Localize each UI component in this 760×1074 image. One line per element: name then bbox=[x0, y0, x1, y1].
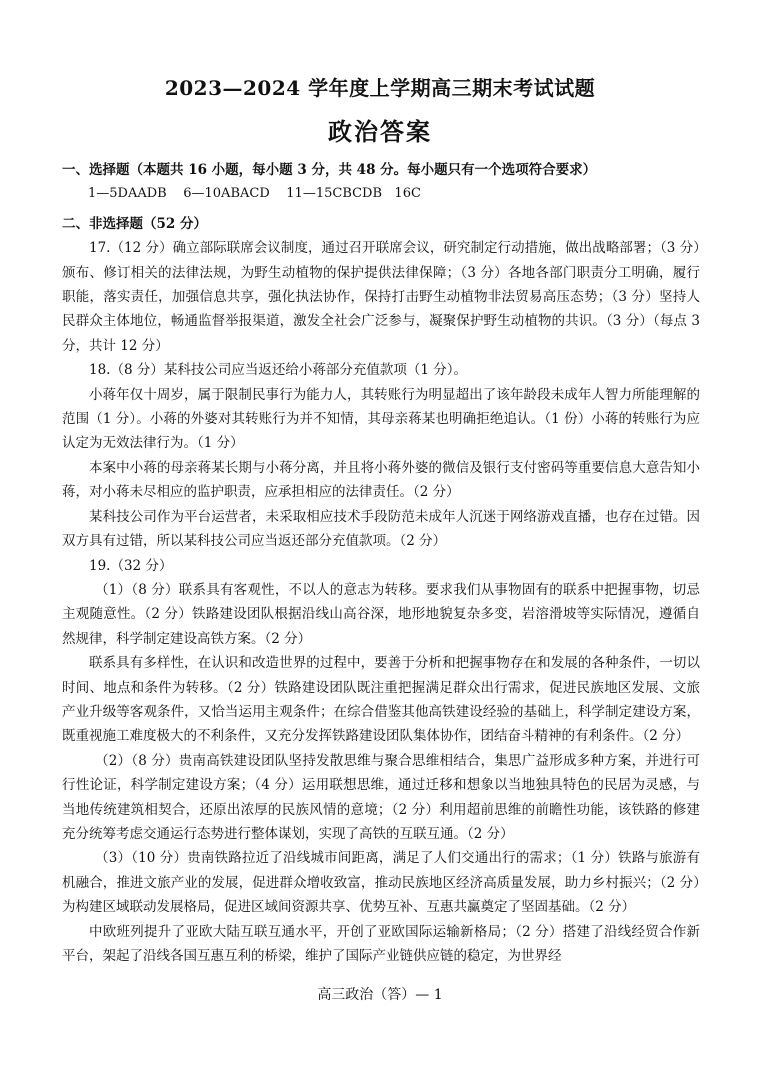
answer-key-title: 政治答案 bbox=[328, 117, 432, 146]
exam-title: 2023—2024 学年度上学期高三期末考试试题 bbox=[164, 76, 596, 100]
section-2-heading: 二、非选择题（52 分） bbox=[62, 215, 207, 232]
answer-18-reason-2: 本案中小蒋的母亲蒋某长期与小蒋分离，并且将小蒋外婆的微信及银行支付密码等重要信息大意告知小蒋，对小蒋未尽相应的监护职责，应承担相应的法律责任。（2 分） bbox=[62, 459, 700, 501]
answer-19-part-1a: （1）（8 分）联系具有客观性，不以人的意志为转移。要求我们从事物固有的联系中把握事物，切忌主观随意性。（2 分）铁路建设团队根据沿线山高谷深，地形地貌复杂多变，岩溶滑坡等实际情况，遵循自然规律，科学制定建设高铁方案。（2 分） bbox=[62, 581, 700, 647]
answer-18-reason-1: 小蒋年仅十周岁，属于限制民事行为能力人，其转账行为明显超出了该年龄段未成年人智力所能理解的范围（1 分）。小蒋的外婆对其转账行为并不知情，其母亲蒋某也明确拒绝追认。（1 份）小蒋的转账行为应认定为无效法律行为。（1 分） bbox=[62, 386, 700, 452]
answer-19-heading: 19.（32 分） bbox=[89, 557, 173, 574]
answer-18-reason-3: 某科技公司作为平台运营者，未采取相应技术手段防范未成年人沉迷于网络游戏直播，也存在过错。因双方具有过错，所以某科技公司应当返还部分充值款项。（2 分） bbox=[62, 508, 700, 550]
answer-19-part-3a: （3）（10 分）贵南铁路拉近了沿线城市间距离，满足了人们交通出行的需求；（1 分）铁路与旅游有机融合，推进文旅产业的发展，促进群众增收致富，推动民族地区经济高质量发展，助力乡村振兴；（2 分）为构建区域联动发展格局，促进区域间资源共享、优势互补、互惠共赢奠定了坚固基础。（2 分） bbox=[62, 850, 700, 916]
answer-19-part-1b: 联系具有多样性，在认识和改造世界的过程中，要善于分析和把握事物存在和发展的各种条件，一切以时间、地点和条件为转移。（2 分）铁路建设团队既注重把握满足群众出行需求，促进民族地区发展、文旅产业升级等客观条件，又恰当运用主观条件；在综合借鉴其他高铁建设经验的基础上，科学制定建设方案，既重视施工难度极大的不利条件，又充分发挥铁路建设团队集体协作，团结奋斗精神的有利条件。（2 分） bbox=[62, 655, 700, 745]
section-1-heading: 一、选择题（本题共 16 小题，每小题 3 分，共 48 分。每小题只有一个选项符合要求） bbox=[62, 162, 597, 178]
multiple-choice-answers: 1—5DAADB 6—10ABACD 11—15CBCDB 16C bbox=[88, 186, 421, 202]
answer-18-conclusion: 18.（8 分）某科技公司应当返还给小蒋部分充值款项（1 分）。 bbox=[89, 362, 467, 379]
answer-content bbox=[62, 158, 700, 968]
answer-19-part-2: （2）（8 分）贵南高铁建设团队坚持发散思维与聚合思维相结合，集思广益形成多种方案，并进行可行性论证，科学制定建设方案；（4 分）运用联想思维，通过迁移和想象以当地独具特色的民居为灵感，与当地传统建筑相契合，还原出浓厚的民族风情的意境；（2 分）利用超前思维的前瞻性功能，该铁路的修建充分统筹考虑交通运行态势进行整体谋划，实现了高铁的互联互通。（2 分） bbox=[62, 752, 700, 842]
answer-17: 17.（12 分）确立部际联席会议制度，通过召开联席会议，研究制定行动措施，做出战略部署；（3 分）颁布、修订相关的法律法规，为野生动植物的保护提供法律保障；（3 分）各地各部门职责分工明确，履行职能，落实责任，加强信息共享，强化执法协作，保持打击野生动植物非法贸易高压态势；（3 分）坚持人民群众主体地位，畅通监督举报渠道，激发全社会广泛参与，凝聚保护野生动植物的共识。（3 分）（每点 3 分，共计 12 分） bbox=[62, 240, 700, 354]
answer-19-part-3b: 中欧班列提升了亚欧大陆互联互通水平，开创了亚欧国际运输新格局；（2 分）搭建了沿线经贸合作新平台，架起了沿线各国互惠互利的桥梁，维护了国际产业链供应链的稳定，为世界经 bbox=[62, 923, 700, 964]
page-footer: 高三政治（答）— 1 bbox=[317, 987, 443, 1003]
